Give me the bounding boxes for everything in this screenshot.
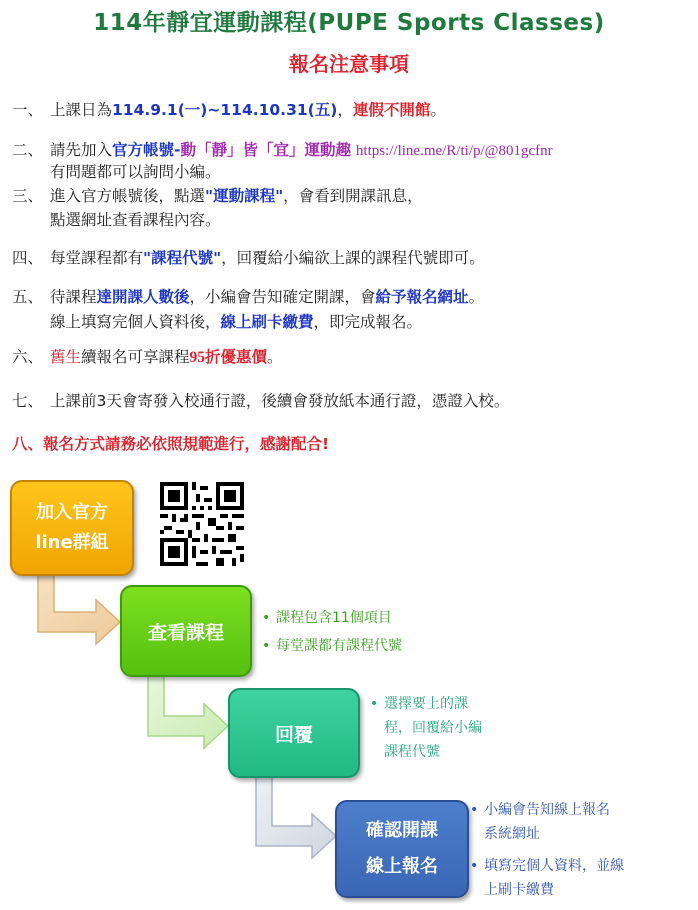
item-text: 。 <box>430 101 446 119</box>
step-confirm-register <box>335 800 469 898</box>
min-enrollment: 達開課人數後 <box>96 288 190 306</box>
item-text: 待課程 <box>50 288 97 306</box>
step-label: 確認開課 <box>366 820 438 841</box>
step3-notes <box>370 692 490 764</box>
step-reply <box>228 688 360 778</box>
item-text: 。 <box>468 288 485 306</box>
registration-url-note: 給予報名網址 <box>375 288 469 306</box>
item-text: 每堂課程都有 <box>50 249 144 267</box>
item-number: 一、 <box>12 101 44 119</box>
holiday-closed: 連假不開館 <box>352 101 431 119</box>
item-number: 六、 <box>12 348 44 366</box>
item-number: 七、 <box>12 392 44 410</box>
step4-notes <box>470 798 624 910</box>
step-label: 回覆 <box>274 723 313 746</box>
sports-course-menu: "運動課程" <box>205 187 284 205</box>
item-text: ，會看到開課訊息， <box>283 187 423 205</box>
item-number: 二、 <box>12 141 44 159</box>
notice-item-5 <box>12 285 484 309</box>
step2-note-2: • 每堂課都有課程代號 <box>262 632 402 660</box>
arrow-step1-to-step2 <box>38 572 120 644</box>
item-text: 上課日為 <box>50 101 113 119</box>
arrow-step2-to-step3 <box>148 673 228 748</box>
official-account-name: 動「靜」皆「宜」運動趣 <box>180 141 351 159</box>
step2-note-1: • 課程包含11個項目 <box>262 604 402 632</box>
step4-note-1: • 小編會告知線上報名系統網址 <box>470 798 614 846</box>
item-text: 請先加入 <box>50 141 113 159</box>
item-text: ，即完成報名。 <box>313 313 423 331</box>
item-text: 上課前3天會寄發入校通行證，後續會發放紙本通行證，憑證入校。 <box>50 392 510 410</box>
step-view-courses <box>120 585 252 677</box>
class-dates: 114.9.1(一)~114.10.31(五) <box>112 101 338 119</box>
qr-code-icon[interactable] <box>160 482 244 566</box>
notice-item-4 <box>12 246 485 270</box>
notice-item-8: 八、報名方式請務必依照規範進行，感謝配合! <box>12 435 330 453</box>
step-label: 查看課程 <box>147 621 224 644</box>
step3-note-1: • 選擇要上的課程，回覆給小編課程代號 <box>370 692 490 764</box>
notice-item-1 <box>12 98 446 122</box>
arrow-step3-to-step4 <box>256 774 336 858</box>
item-text: 線上填寫完個人資料後， <box>50 313 221 331</box>
step4-note-2: • 填寫完個人資料，並線上刷卡繳費 <box>470 854 624 902</box>
line-official-link[interactable]: https://line.me/R/ti/p/@801gcfnr <box>355 143 553 159</box>
course-code-label: "課程代號" <box>143 249 222 267</box>
notice-item-2-line2: 有問題都可以詢問小編。 <box>50 163 221 181</box>
returning-student: 舊生 <box>50 348 82 366</box>
item-text: 進入官方帳號後，點選 <box>50 187 206 205</box>
item-text: ， <box>337 101 353 119</box>
item-number: 五、 <box>12 288 44 306</box>
notice-item-5-line2 <box>12 310 422 334</box>
step-label: 加入官方 <box>36 502 108 523</box>
discount-price: 95折優惠價 <box>189 349 268 366</box>
notice-item-7 <box>12 389 509 413</box>
step-join-line-group <box>10 480 134 576</box>
item-number: 四、 <box>12 249 44 267</box>
online-card-payment: 線上刷卡繳費 <box>220 313 314 331</box>
step-label: 線上報名 <box>366 856 438 877</box>
item-text: 。 <box>267 348 283 366</box>
page-title: 114年靜宜運動課程(PUPE Sports Classes) <box>93 10 605 36</box>
item-text: 續報名可享課程 <box>81 348 190 366</box>
item-number: 三、 <box>12 187 44 205</box>
notice-item-3 <box>12 184 423 208</box>
page-subtitle: 報名注意事項 <box>289 52 409 76</box>
official-account-label: 官方帳號- <box>112 141 181 159</box>
item-text: ，小編會告知確定開課，會 <box>189 288 376 306</box>
step-label: line群組 <box>35 532 109 553</box>
notice-item-6 <box>12 345 283 370</box>
item-text: ，回覆給小編欲上課的課程代號即可。 <box>221 249 485 267</box>
step2-notes <box>262 604 402 660</box>
notice-item-3-line2: 點選網址查看課程內容。 <box>50 211 221 229</box>
